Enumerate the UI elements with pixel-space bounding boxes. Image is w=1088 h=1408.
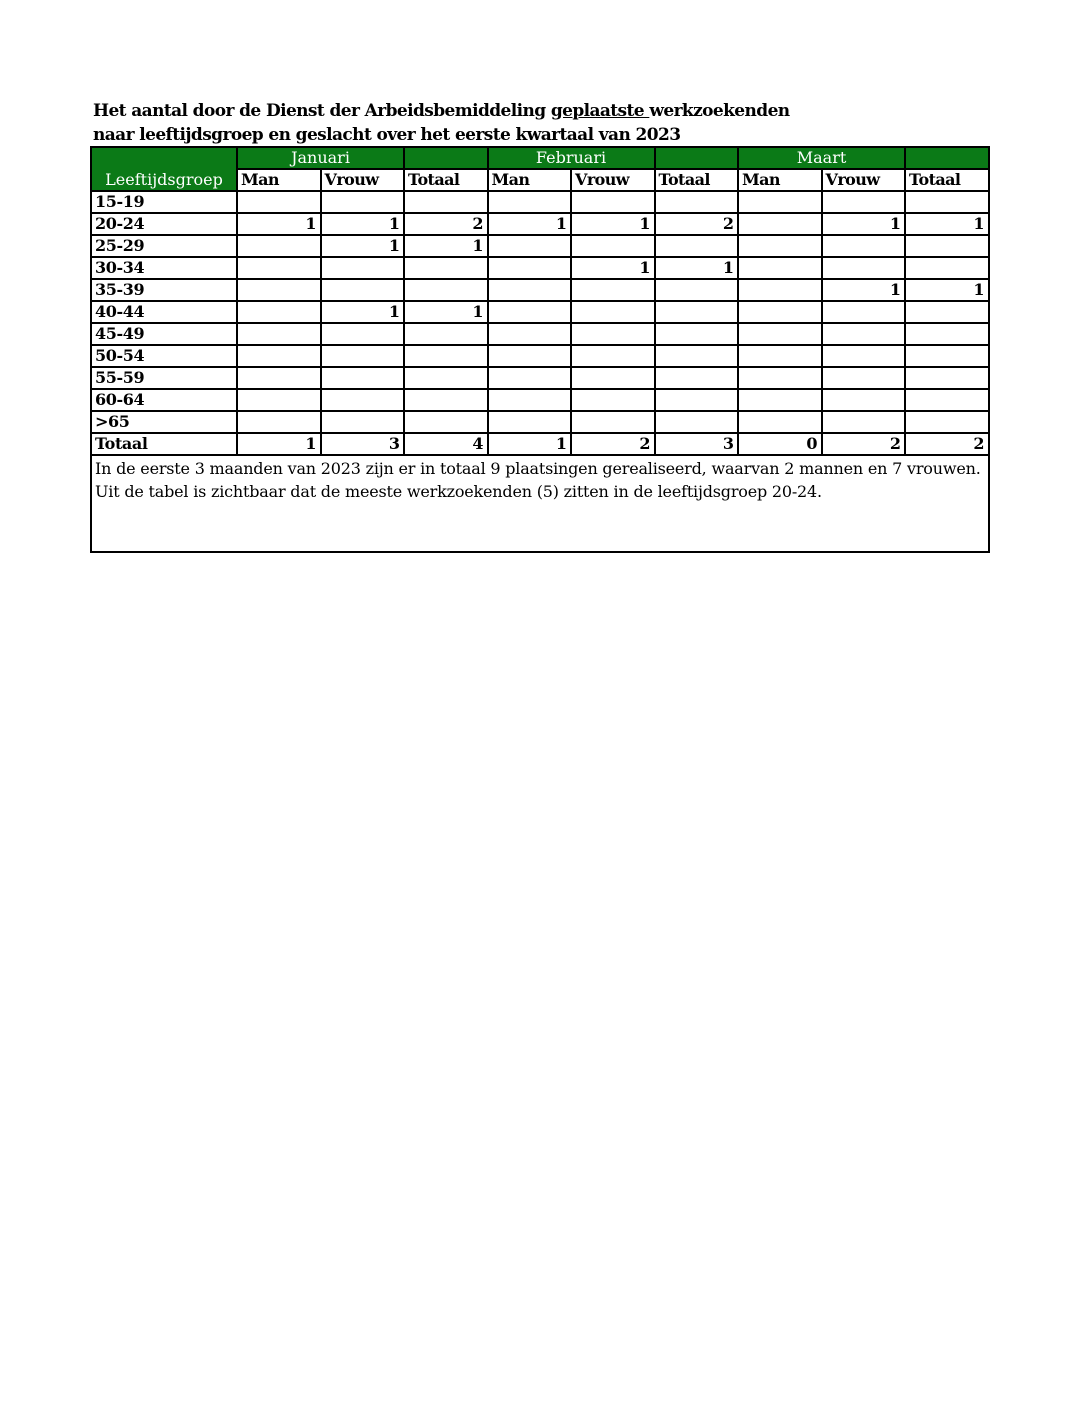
table-cell	[488, 235, 572, 257]
table-cell	[905, 389, 989, 411]
table-cell	[321, 257, 405, 279]
age-group-label: >65	[91, 411, 237, 433]
table-cell	[404, 257, 488, 279]
total-cell: 2	[571, 433, 655, 455]
table-cell: 1	[905, 213, 989, 235]
table-cell	[822, 323, 906, 345]
table-cell: 1	[822, 213, 906, 235]
table-cell: 1	[321, 235, 405, 257]
subheader-cell: Totaal	[655, 169, 739, 191]
age-group-label: 25-29	[91, 235, 237, 257]
table-cell: 1	[404, 235, 488, 257]
table-cell: 1	[321, 301, 405, 323]
table-cell	[738, 235, 822, 257]
table-row	[91, 191, 989, 213]
table-cell	[237, 367, 321, 389]
subheader-cell: Totaal	[404, 169, 488, 191]
table-cell: 1	[571, 213, 655, 235]
total-cell: 4	[404, 433, 488, 455]
table-cell	[738, 323, 822, 345]
total-cell: 2	[905, 433, 989, 455]
age-group-label: 35-39	[91, 279, 237, 301]
table-cell	[571, 279, 655, 301]
table-cell: 1	[321, 213, 405, 235]
table-row	[91, 279, 989, 301]
table-cell	[822, 191, 906, 213]
table-cell	[905, 345, 989, 367]
table-cell	[571, 323, 655, 345]
table-cell	[738, 191, 822, 213]
table-cell	[237, 301, 321, 323]
subheader-cell: Totaal	[905, 169, 989, 191]
table-cell	[571, 235, 655, 257]
table-cell	[571, 345, 655, 367]
title-line-1-end: werkzoekenden	[649, 101, 790, 121]
table-cell	[655, 301, 739, 323]
table-cell	[655, 279, 739, 301]
table-cell	[822, 411, 906, 433]
table-cell: 1	[655, 257, 739, 279]
table-cell	[488, 411, 572, 433]
subheader-cell: Vrouw	[822, 169, 906, 191]
table-cell: 2	[404, 213, 488, 235]
summary-note: In de eerste 3 maanden van 2023 zijn er in totaal 9 plaatsingen gerealiseerd, waarvan 2 mannen en 7 vrouwen. Uit de tabel is zichtbaar dat de meeste werkzoekenden (5) zitten in de leeftijdsgroep 20-24.	[91, 455, 989, 552]
month-header-spacer	[905, 147, 989, 169]
table-cell	[571, 411, 655, 433]
total-row	[91, 433, 989, 455]
table-cell: 1	[404, 301, 488, 323]
table-cell	[822, 235, 906, 257]
table-cell	[822, 389, 906, 411]
table-cell: 1	[822, 279, 906, 301]
table-row	[91, 389, 989, 411]
title-line-1-start: Het aantal door de Dienst der Arbeidsbemiddeling	[93, 101, 551, 121]
table-cell	[822, 301, 906, 323]
table-row	[91, 301, 989, 323]
table-row	[91, 345, 989, 367]
table-cell	[905, 367, 989, 389]
table-cell	[321, 279, 405, 301]
table-cell	[488, 279, 572, 301]
table-cell	[738, 301, 822, 323]
placements-table	[90, 146, 990, 553]
table-cell	[321, 367, 405, 389]
total-label: Totaal	[91, 433, 237, 455]
month-header-maart: Maart	[738, 147, 905, 169]
subheader-cell: Vrouw	[571, 169, 655, 191]
table-cell	[738, 345, 822, 367]
table-cell	[237, 323, 321, 345]
table-cell	[321, 323, 405, 345]
age-group-label: 40-44	[91, 301, 237, 323]
table-cell	[237, 191, 321, 213]
table-cell	[488, 367, 572, 389]
table-cell	[488, 301, 572, 323]
table-cell	[655, 235, 739, 257]
table-cell	[822, 367, 906, 389]
month-header-februari: Februari	[488, 147, 655, 169]
table-cell: 1	[571, 257, 655, 279]
table-cell	[237, 235, 321, 257]
table-cell	[404, 323, 488, 345]
table-cell	[321, 345, 405, 367]
table-cell	[237, 279, 321, 301]
table-row	[91, 213, 989, 235]
table-cell	[321, 411, 405, 433]
table-cell	[404, 345, 488, 367]
table-cell	[655, 345, 739, 367]
age-group-label: 60-64	[91, 389, 237, 411]
table-cell: 2	[655, 213, 739, 235]
table-cell	[321, 191, 405, 213]
total-cell: 3	[321, 433, 405, 455]
title-line-1	[93, 99, 993, 123]
age-group-header: Leeftijdsgroep	[91, 147, 237, 191]
total-cell: 2	[822, 433, 906, 455]
month-header-januari: Januari	[237, 147, 404, 169]
age-group-label: 15-19	[91, 191, 237, 213]
table-cell	[738, 213, 822, 235]
table-cell	[321, 389, 405, 411]
table-cell	[237, 389, 321, 411]
subheader-cell: Man	[488, 169, 572, 191]
table-cell	[571, 389, 655, 411]
table-row	[91, 367, 989, 389]
table-cell	[488, 191, 572, 213]
table-cell	[237, 345, 321, 367]
table-cell	[905, 323, 989, 345]
table-cell	[905, 411, 989, 433]
table-cell	[488, 323, 572, 345]
table-cell: 1	[488, 213, 572, 235]
month-header-row	[91, 147, 989, 169]
total-cell: 1	[237, 433, 321, 455]
table-cell	[571, 191, 655, 213]
note-row	[91, 455, 989, 552]
table-cell	[738, 279, 822, 301]
total-cell: 3	[655, 433, 739, 455]
table-row	[91, 235, 989, 257]
table-cell	[571, 301, 655, 323]
table-cell	[404, 191, 488, 213]
table-cell	[404, 367, 488, 389]
age-group-label: 55-59	[91, 367, 237, 389]
table-cell	[905, 235, 989, 257]
table-cell	[822, 257, 906, 279]
table-cell	[237, 257, 321, 279]
subheader-cell: Man	[738, 169, 822, 191]
table-cell	[404, 411, 488, 433]
table-row	[91, 257, 989, 279]
age-group-label: 20-24	[91, 213, 237, 235]
table-cell	[404, 389, 488, 411]
table-cell: 1	[905, 279, 989, 301]
table-cell	[655, 411, 739, 433]
subheader-cell: Vrouw	[321, 169, 405, 191]
title-line-2: naar leeftijdsgroep en geslacht over het eerste kwartaal van 2023	[93, 125, 681, 145]
table-cell	[738, 411, 822, 433]
total-cell: 0	[738, 433, 822, 455]
table-cell	[488, 389, 572, 411]
table-cell	[655, 191, 739, 213]
table-cell	[905, 191, 989, 213]
subheader-cell: Man	[237, 169, 321, 191]
table-cell	[404, 279, 488, 301]
age-group-label: 50-54	[91, 345, 237, 367]
table-cell	[655, 323, 739, 345]
month-header-spacer	[404, 147, 488, 169]
report-title	[93, 99, 993, 147]
table-row	[91, 323, 989, 345]
title-underlined-word: geplaatste	[550, 101, 650, 121]
table-cell	[738, 389, 822, 411]
table-cell	[655, 389, 739, 411]
age-group-label: 30-34	[91, 257, 237, 279]
table-cell	[571, 367, 655, 389]
month-header-spacer	[655, 147, 739, 169]
table-cell: 1	[237, 213, 321, 235]
table-cell	[738, 257, 822, 279]
total-cell: 1	[488, 433, 572, 455]
age-group-label: 45-49	[91, 323, 237, 345]
table-cell	[488, 257, 572, 279]
table-cell	[655, 367, 739, 389]
table-cell	[488, 345, 572, 367]
table-cell	[237, 411, 321, 433]
table-cell	[905, 301, 989, 323]
table-cell	[822, 345, 906, 367]
table-row	[91, 411, 989, 433]
table-cell	[905, 257, 989, 279]
table-cell	[738, 367, 822, 389]
